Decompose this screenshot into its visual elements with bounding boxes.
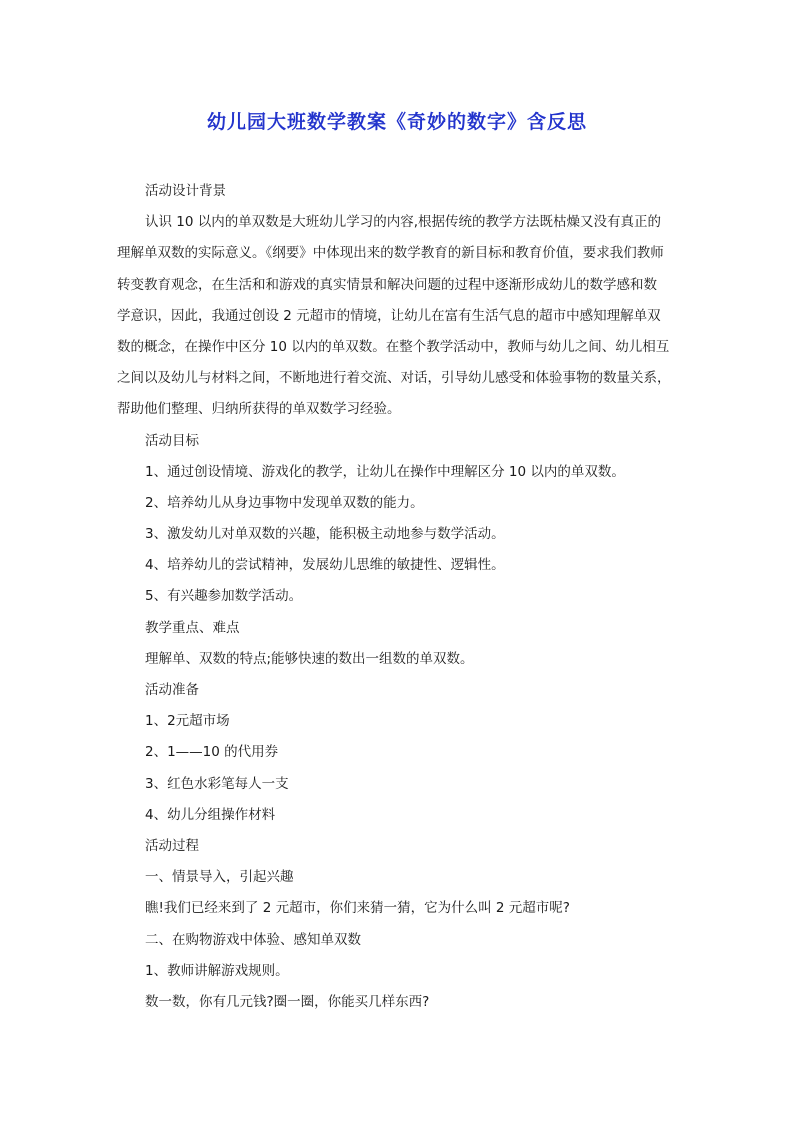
paragraph-line: 之间以及幼儿与材料之间，不断地进行着交流、对话，引导幼儿感受和体验事物的数量关系， [117, 370, 671, 387]
document-title: 幼儿园大班数学教案《奇妙的数字》含反思 [206, 111, 587, 133]
subsection-heading: 二、在购物游戏中体验、感知单双数 [145, 931, 361, 948]
section-heading: 活动过程 [145, 837, 199, 854]
section-heading: 活动准备 [145, 682, 199, 698]
paragraph-line: 瞧!我们已经来到了 2 元超市，你们来猜一猜，它为什么叫 2 元超市呢? [145, 900, 570, 917]
list-item: 5、有兴趣参加数学活动。 [145, 588, 303, 605]
section-heading: 教学重点、难点 [145, 619, 240, 636]
paragraph-line: 理解单、双数的特点;能够快速的数出一组数的单双数。 [145, 650, 474, 667]
list-item: 1、通过创设情境、游戏化的教学，让幼儿在操作中理解区分 10 以内的单双数。 [145, 463, 625, 480]
subsection-heading: 一、情景导入，引起兴趣 [145, 869, 294, 886]
document-body [117, 176, 681, 1018]
list-item: 4、培养幼儿的尝试精神，发展幼儿思维的敏捷性、逻辑性。 [145, 557, 505, 574]
paragraph-line: 转变教育观念，在生活和和游戏的真实情景和解决问题的过程中逐渐形成幼儿的数学感和数 [117, 276, 657, 293]
paragraph-line: 数一数，你有几元钱?圈一圈，你能买几样东西? [145, 993, 430, 1010]
paragraph-line: 活动设计背景 [145, 183, 226, 199]
list-item: 2、培养幼儿从身边事物中发现单双数的能力。 [145, 494, 424, 511]
paragraph-line: 理解单双数的实际意义。《纲要》中体现出来的数学教育的新目标和教育价值，要求我们教师 [117, 245, 664, 262]
paragraph-line: 帮助他们整理、归纳所获得的单双数学习经验。 [117, 401, 401, 418]
list-item: 1、2元超市场 [145, 713, 230, 730]
list-item: 2、1——10 的代用券 [145, 744, 279, 761]
section-heading: 活动目标 [145, 432, 199, 449]
paragraph-line: 数的概念，在操作中区分 10 以内的单双数。在整个教学活动中，教师与幼儿之间、幼儿相互 [117, 338, 670, 355]
paragraph-line: 认识 10 以内的单双数是大班幼儿学习的内容,根据传统的教学方法既枯燥又没有真正的 [145, 214, 662, 231]
list-item: 3、红色水彩笔每人一支 [145, 775, 289, 792]
list-item: 4、幼儿分组操作材料 [145, 806, 276, 823]
paragraph-line: 学意识，因此，我通过创设 2 元超市的情境，让幼儿在富有生活气息的超市中感知理解单双 [117, 307, 661, 324]
list-item: 3、激发幼儿对单双数的兴趣，能积极主动地参与数学活动。 [145, 526, 505, 543]
list-item: 1、教师讲解游戏规则。 [145, 962, 289, 979]
